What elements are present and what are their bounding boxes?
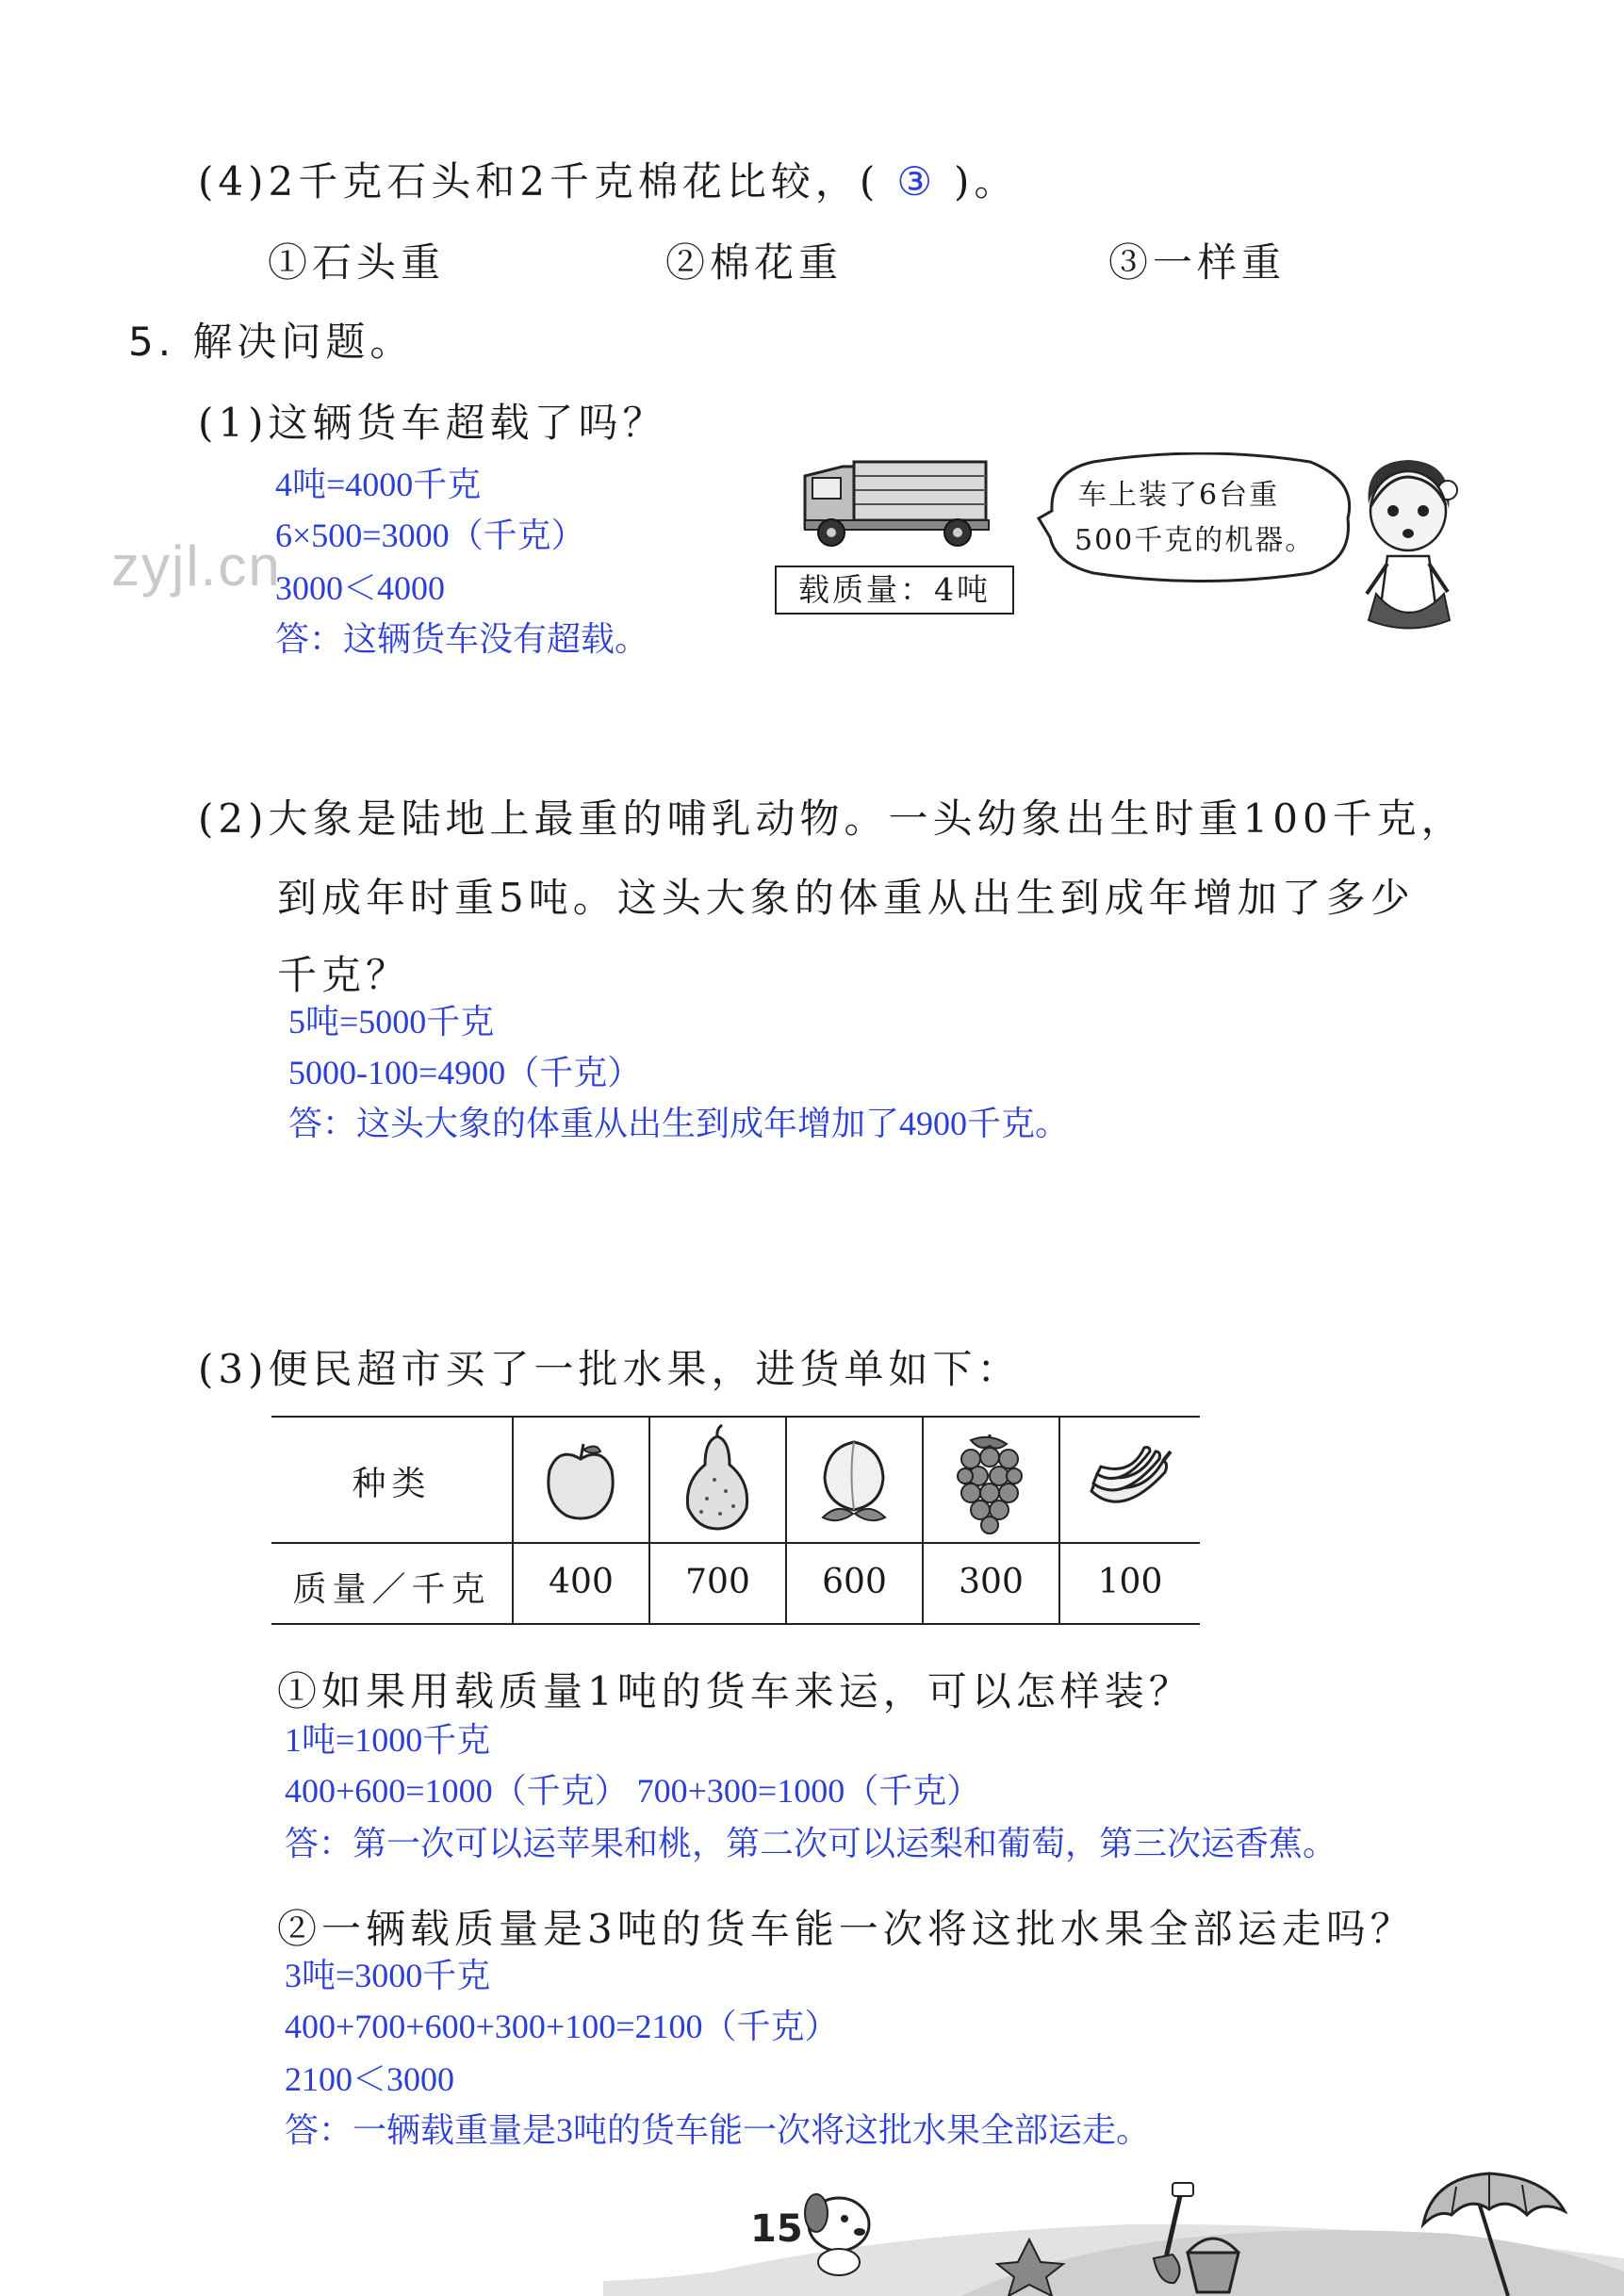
q4-option-3: ③一样重 [1108,239,1287,286]
q4-option-2: ②棉花重 [665,239,844,286]
table-mid-rule [271,1542,1200,1544]
table-bottom-rule [271,1623,1200,1625]
p2-stem-line-3: 千克？ [277,952,411,998]
p1-answer-line-2: 6×500=3000（千克） [275,517,585,554]
mass-banana: 100 [1097,1563,1163,1601]
p2-answer-line-1: 5吨=5000千克 [288,1003,495,1041]
peach-icon [813,1435,894,1529]
table-header-mass: 质量／千克 [292,1570,491,1609]
section5-title: 5. 解决问题。 [128,319,415,365]
table-header-kind: 种类 [352,1465,432,1503]
p2-stem-line-2: 到成年时重5吨。这头大象的体重从出生到成年增加了多少 [277,875,1415,921]
pear-icon [679,1423,756,1533]
p3-sub2-answer-line-3: 2100＜3000 [285,2060,455,2098]
watermark: zyjl.cn [111,534,282,598]
mass-pear: 700 [685,1563,750,1601]
p2-answer-line-2: 5000-100=4900（千克） [288,1054,642,1091]
q4-answer: ③ [896,158,937,205]
q4-option-1: ①石头重 [268,239,446,286]
p3-sub2-answer-line-1: 3吨=3000千克 [285,1957,491,1994]
truck-illustration [797,438,995,551]
p3-sub1-answer-line-2: 400+600=1000（千克） 700+300=1000（千克） [285,1772,981,1810]
p1-answer-line-3: 3000＜4000 [275,569,446,607]
p3-sub2-stem: ②一辆载质量是3吨的货车能一次将这批水果全部运走吗？ [277,1906,1415,1952]
fruit-table [271,1416,1200,1625]
apple-icon [542,1440,619,1521]
p3-stem: (3)便民超市买了一批水果，进货单如下： [198,1346,1022,1392]
girl-illustration [1350,452,1472,631]
table-top-rule [271,1416,1200,1418]
banana-icon [1084,1444,1174,1523]
speech-line-2: 500千克的机器。 [1074,524,1316,557]
p3-sub1-stem: ①如果用载质量1吨的货车来运，可以怎样装？ [277,1668,1193,1714]
p1-answer-line-4: 答：这辆货车没有超载。 [275,620,649,658]
speech-line-1: 车上装了6台重 [1078,479,1280,512]
q4-stem [198,151,1018,207]
grapes-icon [952,1431,1027,1534]
q4-stem-before: (4)2千克石头和2千克棉花比较，( [198,158,880,205]
page-number: 15 [750,2207,803,2251]
capacity-label: 载质量：4吨 [775,566,1014,615]
p3-sub2-answer-line-2: 400+700+600+300+100=2100（千克） [285,2008,839,2045]
q4-stem-after: )。 [953,158,1019,205]
p2-answer-line-3: 答：这头大象的体重从出生到成年增加了4900千克。 [288,1105,1070,1142]
p2-stem-line-1: (2)大象是陆地上最重的哺乳动物。一头幼象出生时重100千克， [198,795,1466,842]
p1-answer-line-1: 4吨=4000千克 [275,466,482,503]
mass-grapes: 300 [959,1563,1024,1601]
p3-sub2-answer-line-4: 答：一辆载重量是3吨的货车能一次将这批水果全部运走。 [285,2111,1151,2149]
mass-apple: 400 [549,1563,614,1601]
p1-stem: (1)这辆货车超载了吗？ [198,400,667,446]
p3-sub1-answer-line-3: 答：第一次可以运苹果和桃，第二次可以运梨和葡萄，第三次运香蕉。 [285,1825,1337,1862]
p3-sub1-answer-line-1: 1吨=1000千克 [285,1721,491,1759]
mass-peach: 600 [822,1563,887,1601]
